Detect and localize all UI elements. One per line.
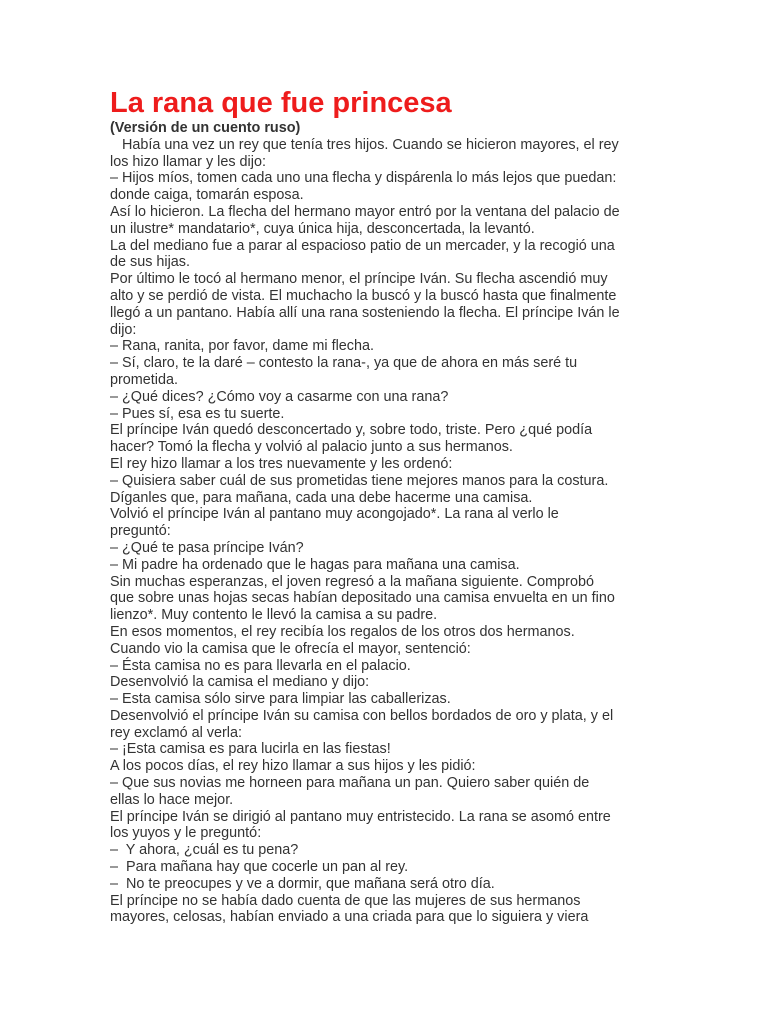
text-line: – Para mañana hay que cocerle un pan al rey. bbox=[110, 859, 409, 876]
text-line: prometida. bbox=[110, 371, 178, 388]
text-line: A los pocos días, el rey hizo llamar a sus hijos y les pidió: bbox=[110, 758, 476, 775]
text-line: Sin muchas esperanzas, el joven regresó a la mañana siguiente. Comprobó bbox=[110, 573, 594, 590]
text-line: mayores, celosas, habían enviado a una criada para que lo siguiera y viera bbox=[110, 909, 589, 926]
text-line: Por último le tocó al hermano menor, el príncipe Iván. Su flecha ascendió muy bbox=[110, 271, 608, 288]
text-line: un ilustre* mandatario*, cuya única hija, desconcertada, la levantó. bbox=[110, 220, 535, 237]
text-line: los yuyos y le preguntó: bbox=[110, 825, 262, 842]
text-line: La del mediano fue a parar al espacioso patio de un mercader, y la recogió una bbox=[110, 237, 615, 254]
story-subtitle: (Versión de un cuento ruso) bbox=[110, 120, 301, 136]
text-line: Había una vez un rey que tenía tres hijos. Cuando se hicieron mayores, el rey bbox=[110, 136, 619, 153]
text-line: El príncipe Iván se dirigió al pantano muy entristecido. La rana se asomó entre bbox=[110, 808, 611, 825]
text-line: – Rana, ranita, por favor, dame mi flecha. bbox=[110, 338, 374, 355]
text-line: que sobre unas hojas secas habían depositado una camisa envuelta en un fino bbox=[110, 590, 615, 607]
text-line: dijo: bbox=[110, 321, 137, 338]
text-line: – No te preocupes y ve a dormir, que mañana será otro día. bbox=[110, 875, 495, 892]
text-line: preguntó: bbox=[110, 523, 171, 540]
document-page bbox=[110, 86, 670, 926]
text-line: – Quisiera saber cuál de sus prometidas tiene mejores manos para la costura. bbox=[110, 472, 609, 489]
text-line: – Pues sí, esa es tu suerte. bbox=[110, 405, 285, 422]
text-line: Así lo hicieron. La flecha del hermano mayor entró por la ventana del palacio de bbox=[110, 203, 620, 220]
text-line: Desenvolvió la camisa el mediano y dijo: bbox=[110, 674, 370, 691]
text-line: hacer? Tomó la flecha y volvió al palacio junto a sus hermanos. bbox=[110, 439, 513, 456]
text-line: – ¡Esta camisa es para lucirla en las fiestas! bbox=[110, 741, 391, 758]
text-line: El príncipe no se había dado cuenta de que las mujeres de sus hermanos bbox=[110, 892, 581, 909]
text-line: – Mi padre ha ordenado que le hagas para mañana una camisa. bbox=[110, 556, 520, 573]
text-line: – Que sus novias me horneen para mañana un pan. Quiero saber quién de bbox=[110, 775, 590, 792]
text-line: llegó a un pantano. Había allí una rana sosteniendo la flecha. El príncipe Iván le bbox=[110, 304, 620, 321]
story-body bbox=[110, 137, 670, 926]
text-line: donde caiga, tomarán esposa. bbox=[110, 187, 304, 204]
text-line: – Sí, claro, te la daré – contesto la rana-, ya que de ahora en más seré tu bbox=[110, 355, 578, 372]
text-line: – ¿Qué te pasa príncipe Iván? bbox=[110, 539, 304, 556]
text-line: Volvió el príncipe Iván al pantano muy acongojado*. La rana al verlo le bbox=[110, 506, 559, 523]
text-line: Desenvolvió el príncipe Iván su camisa con bellos bordados de oro y plata, y el bbox=[110, 707, 614, 724]
text-line: – Y ahora, ¿cuál es tu pena? bbox=[110, 842, 299, 859]
text-line: los hizo llamar y les dijo: bbox=[110, 153, 266, 170]
text-line: El rey hizo llamar a los tres nuevamente y les ordenó: bbox=[110, 455, 453, 472]
text-line: alto y se perdió de vista. El muchacho la buscó y la buscó hasta que finalmente bbox=[110, 287, 617, 304]
text-line: de sus hijas. bbox=[110, 254, 190, 271]
text-line: Cuando vio la camisa que le ofrecía el mayor, sentenció: bbox=[110, 640, 471, 657]
text-line: ellas lo hace mejor. bbox=[110, 791, 234, 808]
text-line: El príncipe Iván quedó desconcertado y, sobre todo, triste. Pero ¿qué podía bbox=[110, 422, 593, 439]
text-line: – ¿Qué dices? ¿Cómo voy a casarme con una rana? bbox=[110, 388, 449, 405]
text-line: rey exclamó al verla: bbox=[110, 724, 242, 741]
text-line: En esos momentos, el rey recibía los regalos de los otros dos hermanos. bbox=[110, 623, 575, 640]
text-line: – Esta camisa sólo sirve para limpiar las caballerizas. bbox=[110, 691, 451, 708]
text-line: lienzo*. Muy contento le llevó la camisa a su padre. bbox=[110, 607, 438, 624]
text-line: – Hijos míos, tomen cada uno una flecha y dispárenla lo más lejos que puedan: bbox=[110, 170, 617, 187]
story-title: La rana que fue princesa bbox=[110, 87, 452, 119]
text-line: Díganles que, para mañana, cada una debe hacerme una camisa. bbox=[110, 489, 533, 506]
text-line: – Ésta camisa no es para llevarla en el palacio. bbox=[110, 657, 411, 674]
